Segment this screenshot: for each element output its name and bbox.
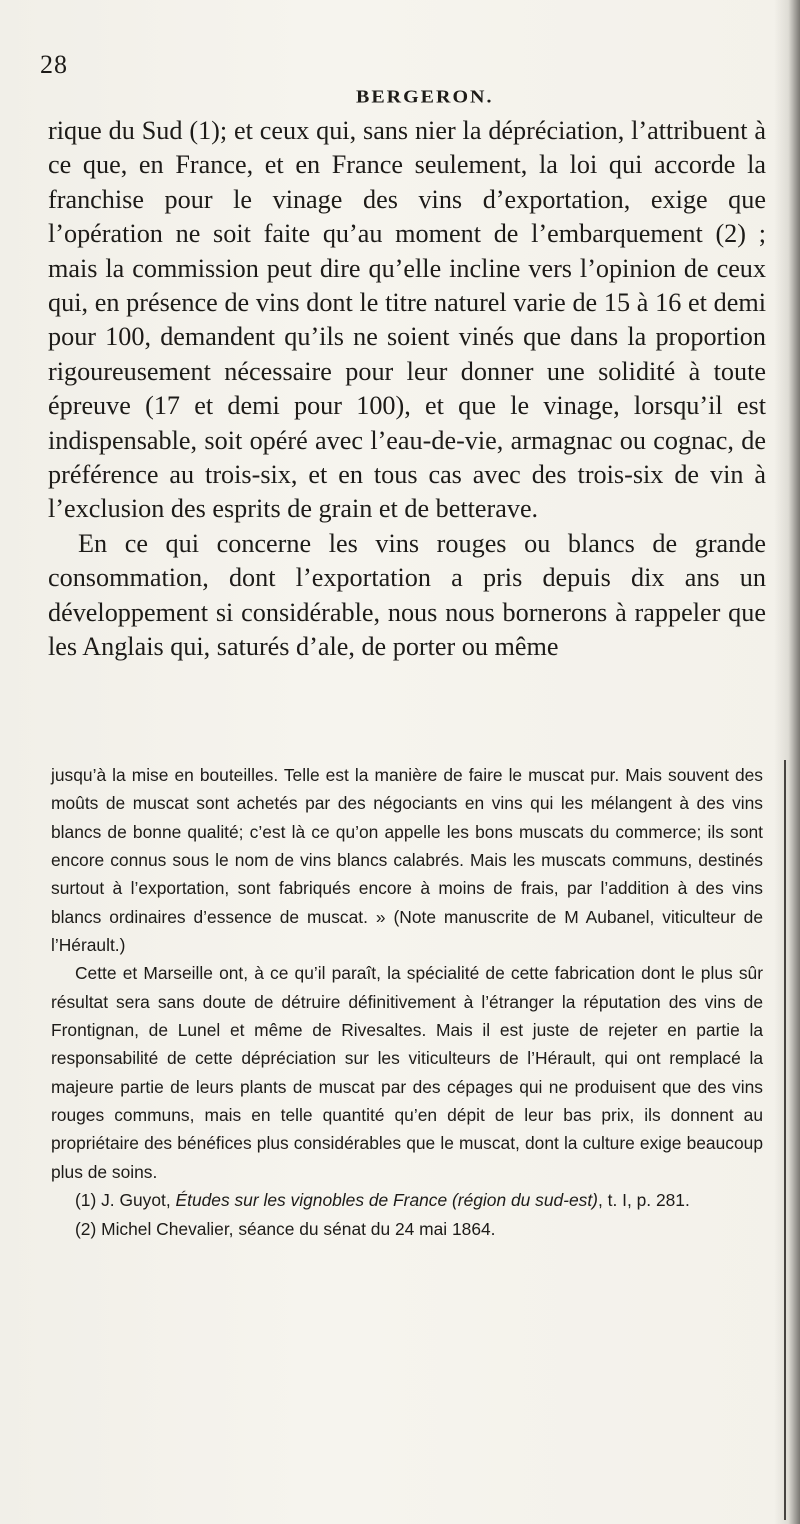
footnotes: [51, 761, 763, 1243]
footnote-1-marker: (1) J. Guyot,: [75, 1190, 176, 1211]
footnote-1-rest: , t. I, p. 281.: [597, 1190, 690, 1211]
main-paragraph-1: rique du Sud (1); et ceux qui, sans nier la dépréciation, l’attribuent à ce que, en France, et en France seulement, la loi qui accorde la franchise pour le vinage des vins d’exportation, exige que l’opération ne soit faite qu’au moment de l’embarquement (2) ; mais la commission peut dire qu’elle incline vers l’opinion de ceux qui, en présence de vins dont le titre naturel varie de 15 à 16 et demi pour 100, demandent qu’ils ne soient vinés que dans la proportion rigoureusement nécessaire pour leur donner une solidité à toute épreuve (17 et demi pour 100), et que le vinage, lorsqu’il est indispensable, soit opéré avec l’eau-de-vie, armagnac ou cognac, de préférence au trois-six, et en tous cas avec des trois-six de vin à l’exclusion des esprits de grain et de betterave.: [48, 116, 766, 524]
page-number: 28: [40, 50, 68, 79]
footnote-continuation: jusqu’à la mise en bouteilles. Telle est la manière de faire le muscat pur. Mais souvent des moûts de muscat sont achetés par des négociants en vins qui les mélangent à des vins blancs de bonne qualité; c’est là ce qu’on appelle les bons muscats du commerce; ils sont encore connus sous le nom de vins blancs calabrés. Mais les muscats communs, destinés surtout à l’exportation, sont fabriqués encore à moins de frais, par l’addition à des vins blancs ordinaires d’essence de muscat. » (Note manuscrite de M Aubanel, viticulteur de l’Hérault.): [51, 765, 763, 956]
main-paragraph-2: En ce qui concerne les vins rouges ou blancs de grande consommation, dont l’exportation a pris depuis dix ans un développement si considérable, nous nous bornerons à rappeler que les Anglais qui, saturés d’ale, de porter ou même: [48, 528, 766, 662]
footnote-1: [51, 1186, 763, 1214]
footnote-2: (2) Michel Chevalier, séance du sénat du 24 mai 1864.: [75, 1218, 496, 1239]
footnote-1-title: Études sur les vignobles de France (région du sud-est): [175, 1190, 598, 1211]
page-edge-shadow: [774, 0, 800, 1524]
main-text: [48, 114, 766, 665]
running-title: BERGERON.: [356, 86, 494, 108]
footnote-commentary: Cette et Marseille ont, à ce qu’il paraît, la spécialité de cette fabrication dont le plus sûr résultat sera sans doute de détruire définitivement à l’étranger la réputation des vins de Frontignan, de Lunel et même de Rivesaltes. Mais il est juste de rejeter en partie la responsabilité de cette dépréciation sur les viticulteurs de l’Hérault, qui ont remplacé la majeure partie de leurs plants de muscat par des cépages qui ne produisent que des vins rouges communs, mais en telle quantité qu’en dépit de leur bas prix, ils donnent au propriétaire des bénéfices plus considérables que le muscat, dont la culture exige beaucoup plus de soins.: [51, 963, 763, 1182]
page-edge-line: [784, 760, 786, 1520]
